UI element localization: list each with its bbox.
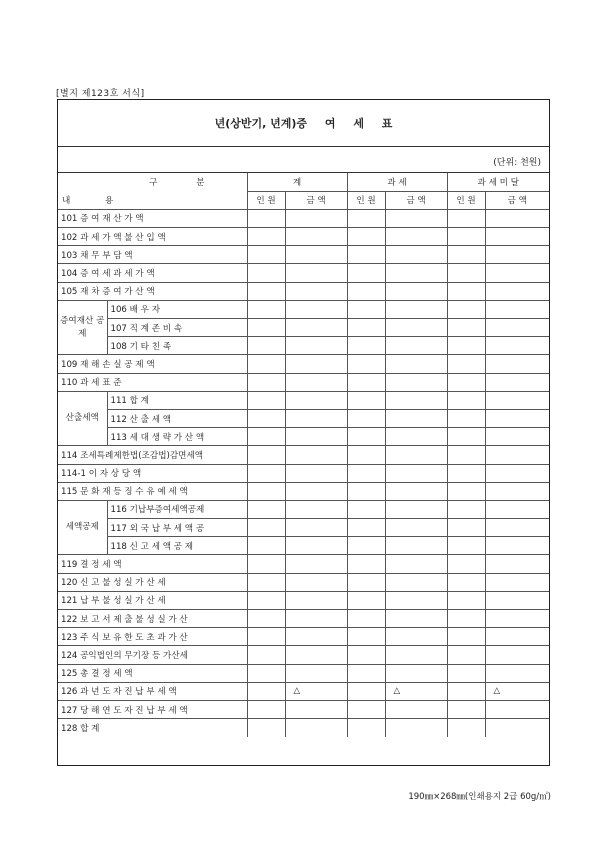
data-cell[interactable] [447,700,485,718]
header-naeyong: 내 용 [62,195,130,206]
data-cell[interactable] [385,500,447,518]
data-cell[interactable] [247,409,285,427]
header-group-taxed: 과 세 [347,173,447,191]
triangle-mark[interactable]: △ [385,682,447,700]
table-row [58,355,549,373]
data-cell[interactable] [285,228,347,246]
data-cell[interactable] [247,246,285,264]
data-cell[interactable] [285,209,347,227]
table-row [58,591,549,609]
data-cell[interactable] [347,446,385,464]
row-label-127: 127 당 해 연 도 자 진 납 부 세 액 [58,700,247,718]
group-label-computed-tax: 산출세액 [58,391,107,446]
data-cell[interactable] [347,519,385,537]
unit-row [58,147,549,173]
data-cell[interactable] [485,464,549,482]
data-cell[interactable] [447,646,485,664]
data-cell[interactable] [347,610,385,628]
table-row [58,228,549,246]
table-row [58,700,549,718]
data-cell[interactable] [447,500,485,518]
data-cell[interactable] [285,246,347,264]
data-cell[interactable] [285,428,347,446]
data-cell[interactable] [247,446,285,464]
data-cell[interactable] [485,228,549,246]
row-label-125: 125 총 결 정 세 액 [58,664,247,682]
data-cell[interactable] [347,500,385,518]
table-row [58,537,549,555]
data-cell[interactable] [447,228,485,246]
data-cell[interactable] [385,409,447,427]
data-cell[interactable] [485,300,549,318]
data-cell[interactable] [485,628,549,646]
row-label-101: 101 증 여 재 산 가 액 [58,209,247,227]
table-row [58,628,549,646]
data-cell[interactable] [347,337,385,355]
data-cell[interactable] [447,319,485,337]
data-cell[interactable] [447,355,485,373]
data-cell[interactable] [485,409,549,427]
table-row [58,209,549,227]
data-cell[interactable] [385,464,447,482]
data-cell[interactable] [447,482,485,500]
data-cell[interactable] [347,646,385,664]
data-cell[interactable] [385,573,447,591]
table-row [58,519,549,537]
row-label-103: 103 채 무 부 담 액 [58,246,247,264]
data-cell[interactable] [285,264,347,282]
row-label-105: 105 재 차 증 여 가 산 액 [58,282,247,300]
data-cell[interactable] [247,337,285,355]
data-cell[interactable] [347,319,385,337]
data-cell[interactable] [447,555,485,573]
data-cell[interactable] [447,610,485,628]
data-cell[interactable] [385,246,447,264]
row-label-117: 117 외 국 납 부 세 액 공 [107,519,247,537]
title-box [58,100,549,147]
data-cell[interactable] [347,282,385,300]
row-label-110: 110 과 세 표 준 [58,373,247,391]
data-cell[interactable] [285,573,347,591]
data-cell[interactable] [285,700,347,718]
data-cell[interactable] [347,719,385,737]
data-cell[interactable] [285,355,347,373]
data-cell[interactable] [385,282,447,300]
data-cell[interactable] [385,428,447,446]
data-cell[interactable] [385,591,447,609]
data-cell[interactable] [247,464,285,482]
row-label-119: 119 결 정 세 액 [58,555,247,573]
data-cell[interactable] [247,610,285,628]
data-cell[interactable] [385,319,447,337]
header-gubun: 구 분 [149,178,223,188]
row-label-107: 107 직 계 존 비 속 [107,319,247,337]
data-cell[interactable] [485,209,549,227]
data-cell[interactable] [385,700,447,718]
data-cell[interactable] [447,573,485,591]
row-label-122: 122 보 고 서 제 출 불 성 실 가 산 [58,610,247,628]
data-cell[interactable] [385,391,447,409]
table-row [58,682,549,700]
data-cell[interactable] [485,555,549,573]
data-cell[interactable] [447,300,485,318]
data-cell[interactable] [385,537,447,555]
data-cell[interactable] [247,428,285,446]
data-cell[interactable] [485,519,549,537]
table-row [58,337,549,355]
data-cell[interactable] [347,428,385,446]
data-cell[interactable] [347,409,385,427]
group-label-tax-credit: 세액공제 [58,500,107,555]
data-cell[interactable] [347,591,385,609]
row-label-114: 114 조세특례제한법(조감법)감면세액 [58,446,247,464]
table-row [58,300,549,318]
data-cell[interactable] [447,264,485,282]
row-label-124: 124 공익법인의 무기장 등 가산세 [58,646,247,664]
data-cell[interactable] [485,428,549,446]
data-cell[interactable] [447,446,485,464]
data-cell[interactable] [285,719,347,737]
data-cell[interactable] [285,646,347,664]
table-row [58,409,549,427]
header-sub: 인 원 [447,191,485,209]
data-cell[interactable] [447,282,485,300]
row-label-104: 104 증 여 세 과 세 가 액 [58,264,247,282]
table-row [58,719,549,737]
data-cell[interactable] [447,373,485,391]
data-cell[interactable] [485,719,549,737]
data-cell[interactable] [347,246,385,264]
data-cell[interactable] [447,337,485,355]
table-row [58,391,549,409]
data-cell[interactable] [347,300,385,318]
data-cell[interactable] [447,428,485,446]
data-cell[interactable] [247,282,285,300]
data-cell[interactable] [247,591,285,609]
data-cell[interactable] [485,591,549,609]
data-cell[interactable] [485,573,549,591]
row-label-128: 128 합 계 [58,719,247,737]
data-cell[interactable] [447,719,485,737]
table-row [58,573,549,591]
data-cell[interactable] [385,209,447,227]
data-cell[interactable] [347,464,385,482]
row-label-109: 109 재 해 손 실 공 제 액 [58,355,247,373]
data-cell[interactable] [347,537,385,555]
data-cell[interactable] [485,700,549,718]
data-cell[interactable] [485,355,549,373]
data-cell[interactable] [247,264,285,282]
table-row [58,246,549,264]
data-cell[interactable] [485,319,549,337]
data-cell[interactable] [385,373,447,391]
data-cell[interactable] [247,700,285,718]
data-cell[interactable] [247,646,285,664]
header-row-1 [58,173,549,191]
data-cell[interactable] [347,682,385,700]
data-cell[interactable] [247,537,285,555]
header-sub: 인 원 [247,191,285,209]
data-cell[interactable] [285,282,347,300]
data-cell[interactable] [285,409,347,427]
table-row [58,428,549,446]
data-cell[interactable] [347,264,385,282]
row-label-120: 120 신 고 불 성 실 가 산 세 [58,573,247,591]
data-cell[interactable] [485,646,549,664]
data-cell[interactable] [285,555,347,573]
row-label-102: 102 과 세 가 액 불 산 입 액 [58,228,247,246]
table-row [58,500,549,518]
data-cell[interactable] [247,300,285,318]
data-cell[interactable] [247,482,285,500]
data-cell[interactable] [285,664,347,682]
row-label-113: 113 세 대 생 략 가 산 액 [107,428,247,446]
table-row [58,282,549,300]
row-label-112: 112 산 출 세 액 [107,409,247,427]
data-cell[interactable] [385,228,447,246]
data-cell[interactable] [347,373,385,391]
row-label-116: 116 기납부증여세액공제 [107,500,247,518]
data-cell[interactable] [285,482,347,500]
data-cell[interactable] [285,537,347,555]
data-cell[interactable] [247,519,285,537]
data-cell[interactable] [247,664,285,682]
data-cell[interactable] [485,391,549,409]
data-cell[interactable] [247,319,285,337]
table-row [58,446,549,464]
row-label-121: 121 납 부 불 성 실 가 산 세 [58,591,247,609]
triangle-mark[interactable]: △ [285,682,347,700]
data-cell[interactable] [347,391,385,409]
header-sub: 금 액 [485,191,549,209]
table-row [58,664,549,682]
data-cell[interactable] [285,519,347,537]
header-sub: 금 액 [285,191,347,209]
form-frame [57,99,550,766]
header-gubun-cell [58,173,247,209]
row-label-111: 111 합 계 [107,391,247,409]
table-row [58,555,549,573]
row-label-114-1: 114-1 이 자 상 당 액 [58,464,247,482]
data-cell[interactable] [347,664,385,682]
data-cell[interactable] [347,628,385,646]
data-cell[interactable] [485,610,549,628]
data-cell[interactable] [385,555,447,573]
group-label-gift-deduction: 증여재산 공 제 [58,300,107,355]
table-row [58,610,549,628]
data-cell[interactable] [485,664,549,682]
data-cell[interactable] [485,537,549,555]
tax-table [58,173,549,737]
data-cell[interactable] [447,391,485,409]
data-cell[interactable] [385,610,447,628]
row-label-126: 126 과 년 도 자 진 납 부 세 액 [58,682,247,700]
title-suffix: 증 여 세 표 [296,117,393,130]
data-cell[interactable] [447,246,485,264]
data-cell[interactable] [485,264,549,282]
table-row [58,264,549,282]
data-cell[interactable] [485,500,549,518]
data-cell[interactable] [485,482,549,500]
data-cell[interactable] [285,464,347,482]
data-cell[interactable] [447,628,485,646]
data-cell[interactable] [447,409,485,427]
data-cell[interactable] [447,664,485,682]
data-cell[interactable] [385,719,447,737]
form-title [215,115,393,131]
data-cell[interactable] [447,464,485,482]
data-cell[interactable] [247,682,285,700]
data-cell[interactable] [285,337,347,355]
row-label-115: 115 문 화 재 등 징 수 유 예 세 액 [58,482,247,500]
data-cell[interactable] [285,500,347,518]
data-cell[interactable] [385,264,447,282]
unit-label: (단위: 천원) [493,158,541,168]
row-label-123: 123 주 식 보 유 한 도 초 과 가 산 [58,628,247,646]
data-cell[interactable] [247,373,285,391]
data-cell[interactable] [285,628,347,646]
table-row [58,482,549,500]
data-cell[interactable] [247,628,285,646]
data-cell[interactable] [285,610,347,628]
data-cell[interactable] [385,646,447,664]
table-row [58,464,549,482]
table-row [58,646,549,664]
data-cell[interactable] [385,300,447,318]
data-cell[interactable] [347,573,385,591]
row-label-118: 118 신 고 세 액 공 제 [107,537,247,555]
data-cell[interactable] [447,209,485,227]
data-cell[interactable] [485,246,549,264]
table-row [58,373,549,391]
title-prefix: 년(상반기, 년계) [214,117,297,130]
data-cell[interactable] [285,300,347,318]
paper-spec: 190㎜×268㎜(인쇄용지 2급 60g/㎡) [408,792,551,802]
data-cell[interactable] [247,719,285,737]
data-cell[interactable] [447,519,485,537]
data-cell[interactable] [447,591,485,609]
data-cell[interactable] [247,391,285,409]
data-cell[interactable] [247,500,285,518]
data-cell[interactable] [247,555,285,573]
triangle-mark[interactable]: △ [485,682,549,700]
data-cell[interactable] [385,628,447,646]
table-row [58,319,549,337]
data-cell[interactable] [247,209,285,227]
data-cell[interactable] [447,537,485,555]
data-cell[interactable] [385,337,447,355]
data-cell[interactable] [485,337,549,355]
data-cell[interactable] [247,228,285,246]
data-cell[interactable] [385,355,447,373]
header-group-untaxed: 과 세 미 달 [447,173,549,191]
header-group-total: 계 [247,173,347,191]
form-label: [별지 제123호 서식] [56,89,145,99]
data-cell[interactable] [485,373,549,391]
data-cell[interactable] [385,482,447,500]
data-cell[interactable] [285,591,347,609]
data-cell[interactable] [285,319,347,337]
data-cell[interactable] [347,700,385,718]
data-cell[interactable] [347,355,385,373]
data-cell[interactable] [385,664,447,682]
data-cell[interactable] [485,282,549,300]
data-cell[interactable] [347,228,385,246]
data-cell[interactable] [247,573,285,591]
row-label-108: 108 기 타 친 족 [107,337,247,355]
data-cell[interactable] [485,446,549,464]
data-cell[interactable] [385,519,447,537]
header-sub: 금 액 [385,191,447,209]
header-sub: 인 원 [347,191,385,209]
data-cell[interactable] [285,391,347,409]
data-cell[interactable] [347,482,385,500]
data-cell[interactable] [447,682,485,700]
data-cell[interactable] [285,446,347,464]
data-cell[interactable] [247,355,285,373]
data-cell[interactable] [347,555,385,573]
data-cell[interactable] [285,373,347,391]
row-label-106: 106 배 우 자 [107,300,247,318]
data-cell[interactable] [347,209,385,227]
data-cell[interactable] [385,446,447,464]
